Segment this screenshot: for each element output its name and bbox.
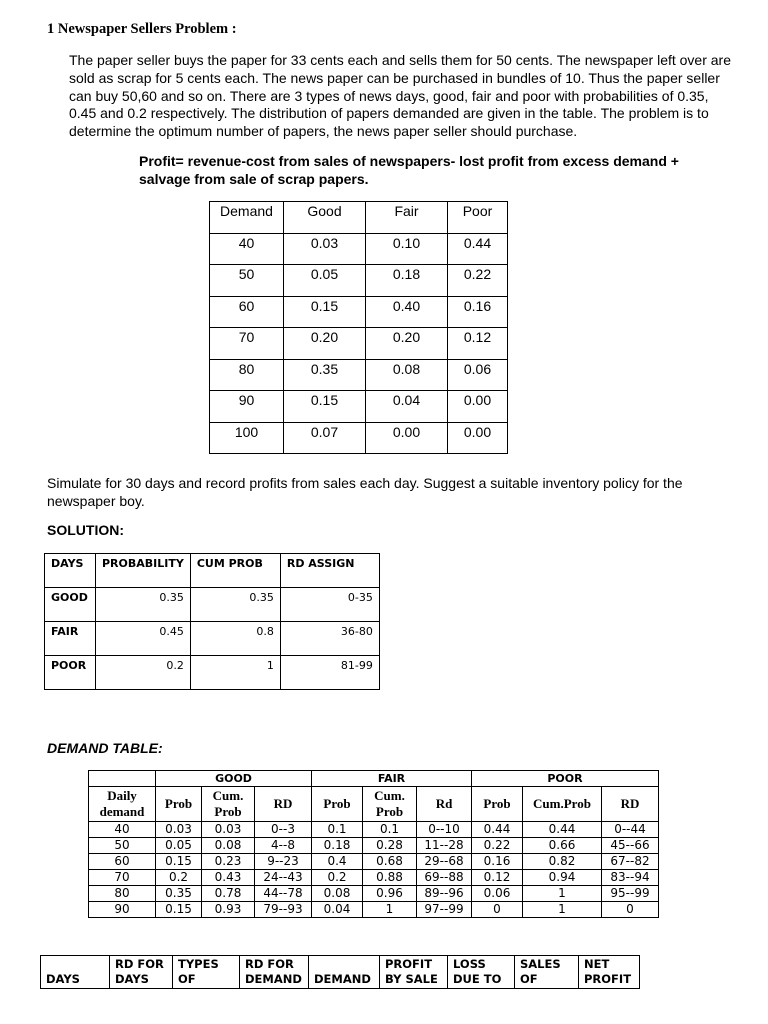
table-cell: 0.08 bbox=[312, 886, 363, 902]
table-row bbox=[210, 265, 508, 297]
table-cell: 0.2 bbox=[312, 870, 363, 886]
table-cell: 90 bbox=[210, 391, 284, 423]
table-cell: 0.28 bbox=[363, 838, 417, 854]
table-cell: 0.15 bbox=[156, 902, 202, 918]
table-cell: 0.08 bbox=[202, 838, 255, 854]
table-cell: 69--88 bbox=[417, 870, 472, 886]
header-line-1: NET bbox=[584, 957, 610, 971]
header-line-1: TYPES bbox=[178, 957, 219, 971]
table-cell: 89--96 bbox=[417, 886, 472, 902]
table-cell: 0.03 bbox=[156, 822, 202, 838]
table-cell: 0.15 bbox=[284, 296, 366, 328]
table-cell: 0.45 bbox=[96, 622, 191, 656]
table-cell: 81-99 bbox=[280, 656, 379, 690]
table-cell: 97--99 bbox=[417, 902, 472, 918]
table-cell: 0.94 bbox=[523, 870, 602, 886]
table-cell: GOOD bbox=[45, 588, 96, 622]
table-cell: 0.66 bbox=[523, 838, 602, 854]
table-cell: FAIR bbox=[45, 622, 96, 656]
header-line-2: DAYS bbox=[46, 972, 80, 986]
table-cell: 50 bbox=[210, 265, 284, 297]
column-header: CUM PROB bbox=[190, 554, 280, 588]
table-cell: 0.18 bbox=[312, 838, 363, 854]
table-cell: 0.93 bbox=[202, 902, 255, 918]
table-cell: 50 bbox=[89, 838, 156, 854]
table-cell: 83--94 bbox=[602, 870, 659, 886]
table-cell: 0.05 bbox=[156, 838, 202, 854]
table-cell: 0.1 bbox=[312, 822, 363, 838]
table-cell: 79--93 bbox=[255, 902, 312, 918]
table-cell: 80 bbox=[89, 886, 156, 902]
solution-label: SOLUTION: bbox=[47, 522, 124, 538]
header-line-1: RD FOR bbox=[115, 957, 164, 971]
table-cell: 0-35 bbox=[280, 588, 379, 622]
column-header: PROBABILITY bbox=[96, 554, 191, 588]
table-cell: 4--8 bbox=[255, 838, 312, 854]
table-cell: 0.00 bbox=[448, 422, 508, 454]
table-cell: 80 bbox=[210, 359, 284, 391]
column-header: Fair bbox=[366, 202, 448, 234]
table-cell: 60 bbox=[89, 854, 156, 870]
header-line-1: RD FOR bbox=[245, 957, 294, 971]
table-cell: 70 bbox=[210, 328, 284, 360]
table-cell: 0.08 bbox=[366, 359, 448, 391]
group-header: GOOD bbox=[156, 771, 312, 787]
table-cell: 0.1 bbox=[363, 822, 417, 838]
problem-heading: 1 Newspaper Sellers Problem : bbox=[47, 21, 237, 37]
table-row bbox=[210, 359, 508, 391]
header-line-2: PROFIT bbox=[584, 972, 632, 986]
table-cell: 95--99 bbox=[602, 886, 659, 902]
table-cell: 90 bbox=[89, 902, 156, 918]
column-header bbox=[448, 956, 515, 989]
table-cell: 1 bbox=[523, 902, 602, 918]
column-header bbox=[309, 956, 380, 989]
column-header: RD bbox=[255, 787, 312, 822]
table-cell: 0 bbox=[472, 902, 523, 918]
table-cell: 0.06 bbox=[448, 359, 508, 391]
table-header-row bbox=[210, 202, 508, 234]
table-row bbox=[210, 296, 508, 328]
table-row bbox=[89, 902, 659, 918]
table-cell: 0.4 bbox=[312, 854, 363, 870]
table-cell: 0.12 bbox=[472, 870, 523, 886]
column-header: Rd bbox=[417, 787, 472, 822]
table-cell: 67--82 bbox=[602, 854, 659, 870]
table-cell: 1 bbox=[523, 886, 602, 902]
table-cell: 0.44 bbox=[472, 822, 523, 838]
header-line-2: BY SALE bbox=[385, 972, 438, 986]
table-cell: POOR bbox=[45, 656, 96, 690]
column-header: Prob bbox=[156, 787, 202, 822]
table-cell: 0 bbox=[602, 902, 659, 918]
header-line-2: DUE TO bbox=[453, 972, 502, 986]
table-cell: 0.15 bbox=[284, 391, 366, 423]
table-cell: 40 bbox=[89, 822, 156, 838]
table-cell: 0.22 bbox=[448, 265, 508, 297]
column-header bbox=[110, 956, 173, 989]
header-line-1 bbox=[314, 957, 374, 972]
problem-description: The paper seller buys the paper for 33 cents each and sells them for 50 cents. The newspaper left over are sold as scrap for 5 cents each. The news paper can be purchased in bundles of 10. Thus the paper seller can buy 50,60 and so on. There are 3 types of news days, good, fair and poor with probabilities of 0.35, 0.45 and 0.2 respectively. The distribution of papers demanded are given in the table. The problem is to determine the optimum number of papers, the news paper seller should purchase. bbox=[69, 52, 732, 140]
table-row bbox=[45, 622, 380, 656]
column-header: DAYS bbox=[45, 554, 96, 588]
table-cell: 0.03 bbox=[202, 822, 255, 838]
table-cell: 0--10 bbox=[417, 822, 472, 838]
table-row bbox=[89, 870, 659, 886]
table-cell: 0.44 bbox=[448, 233, 508, 265]
column-header: Poor bbox=[448, 202, 508, 234]
table-cell: 0.05 bbox=[284, 265, 366, 297]
table-cell: 44--78 bbox=[255, 886, 312, 902]
table-cell: 0.04 bbox=[312, 902, 363, 918]
table-cell: 0.2 bbox=[96, 656, 191, 690]
table-cell: 0.23 bbox=[202, 854, 255, 870]
table-cell: 0.44 bbox=[523, 822, 602, 838]
table-cell: 0.78 bbox=[202, 886, 255, 902]
column-header: RD bbox=[602, 787, 659, 822]
column-header bbox=[380, 956, 448, 989]
table-cell: 0.07 bbox=[284, 422, 366, 454]
table-cell: 0.00 bbox=[366, 422, 448, 454]
table-cell: 0.15 bbox=[156, 854, 202, 870]
header-line-2: DAYS bbox=[115, 972, 149, 986]
table-row bbox=[45, 588, 380, 622]
table-cell: 0.04 bbox=[366, 391, 448, 423]
column-header bbox=[41, 956, 110, 989]
table-cell: 11--28 bbox=[417, 838, 472, 854]
table-header-row bbox=[45, 554, 380, 588]
table-cell: 24--43 bbox=[255, 870, 312, 886]
table-cell: 0.82 bbox=[523, 854, 602, 870]
header-line-1: SALES bbox=[520, 957, 561, 971]
column-header: Daily demand bbox=[89, 787, 156, 822]
column-header: Prob bbox=[312, 787, 363, 822]
column-header bbox=[579, 956, 640, 989]
table-cell: 0.20 bbox=[366, 328, 448, 360]
column-header: Cum.Prob bbox=[523, 787, 602, 822]
table-cell: 0.68 bbox=[363, 854, 417, 870]
table-cell: 1 bbox=[190, 656, 280, 690]
table-cell: 0.88 bbox=[363, 870, 417, 886]
simulation-instruction: Simulate for 30 days and record profits from sales each day. Suggest a suitable inventory policy for the newspaper boy. bbox=[47, 475, 683, 509]
header-line-2: OF bbox=[520, 972, 538, 986]
header-line-1 bbox=[46, 957, 104, 972]
table-cell: 9--23 bbox=[255, 854, 312, 870]
table-row bbox=[210, 328, 508, 360]
table-cell: 40 bbox=[210, 233, 284, 265]
demand-table-title: DEMAND TABLE: bbox=[47, 740, 163, 756]
demand-distribution-table bbox=[209, 201, 508, 454]
table-cell: 0.35 bbox=[156, 886, 202, 902]
table-cell: 0.40 bbox=[366, 296, 448, 328]
group-header: FAIR bbox=[312, 771, 472, 787]
table-cell: 0.03 bbox=[284, 233, 366, 265]
table-cell: 0--44 bbox=[602, 822, 659, 838]
table-cell: 0.06 bbox=[472, 886, 523, 902]
profit-formula: Profit= revenue-cost from sales of newspapers- lost profit from excess demand + salvage from sale of scrap papers. bbox=[139, 153, 679, 187]
header-line-2: DEMAND bbox=[245, 972, 302, 986]
table-cell: 1 bbox=[363, 902, 417, 918]
column-header bbox=[515, 956, 579, 989]
table-row bbox=[89, 854, 659, 870]
simulation-table-header bbox=[40, 955, 640, 989]
table-cell: 36-80 bbox=[280, 622, 379, 656]
header-line-2: OF bbox=[178, 972, 196, 986]
table-cell: 0.2 bbox=[156, 870, 202, 886]
table-row bbox=[210, 391, 508, 423]
table-row bbox=[89, 822, 659, 838]
group-header-row bbox=[89, 771, 659, 787]
header-line-1: LOSS bbox=[453, 957, 486, 971]
column-header bbox=[240, 956, 309, 989]
table-cell: 0.00 bbox=[448, 391, 508, 423]
column-header: RD ASSIGN bbox=[280, 554, 379, 588]
table-row bbox=[210, 422, 508, 454]
table-cell: 0.35 bbox=[96, 588, 191, 622]
table-cell: 70 bbox=[89, 870, 156, 886]
group-header: POOR bbox=[472, 771, 659, 787]
table-cell: 29--68 bbox=[417, 854, 472, 870]
column-header: Cum. Prob bbox=[363, 787, 417, 822]
table-cell: 0.18 bbox=[366, 265, 448, 297]
table-cell: 0.22 bbox=[472, 838, 523, 854]
table-cell: 0.16 bbox=[448, 296, 508, 328]
table-cell: 0--3 bbox=[255, 822, 312, 838]
table-cell: 0.16 bbox=[472, 854, 523, 870]
table-cell: 0.35 bbox=[284, 359, 366, 391]
column-header bbox=[173, 956, 240, 989]
table-cell: 0.96 bbox=[363, 886, 417, 902]
table-cell: 0.20 bbox=[284, 328, 366, 360]
column-header: Cum. Prob bbox=[202, 787, 255, 822]
demand-random-digit-table bbox=[88, 770, 659, 918]
table-cell: 0.8 bbox=[190, 622, 280, 656]
table-cell: 45--66 bbox=[602, 838, 659, 854]
table-cell: 60 bbox=[210, 296, 284, 328]
table-row bbox=[45, 656, 380, 690]
table-cell: 0.10 bbox=[366, 233, 448, 265]
table-cell: 100 bbox=[210, 422, 284, 454]
day-type-table bbox=[44, 553, 380, 690]
column-header: Prob bbox=[472, 787, 523, 822]
table-cell: 0.12 bbox=[448, 328, 508, 360]
group-header-blank bbox=[89, 771, 156, 787]
column-header: Demand bbox=[210, 202, 284, 234]
column-header: Good bbox=[284, 202, 366, 234]
table-cell: 0.43 bbox=[202, 870, 255, 886]
table-cell: 0.35 bbox=[190, 588, 280, 622]
table-row bbox=[210, 233, 508, 265]
header-line-2: DEMAND bbox=[314, 972, 371, 986]
header-line-1: PROFIT bbox=[385, 957, 433, 971]
table-row bbox=[89, 886, 659, 902]
column-header-row bbox=[89, 787, 659, 822]
table-row bbox=[89, 838, 659, 854]
table-header-row bbox=[41, 956, 640, 989]
